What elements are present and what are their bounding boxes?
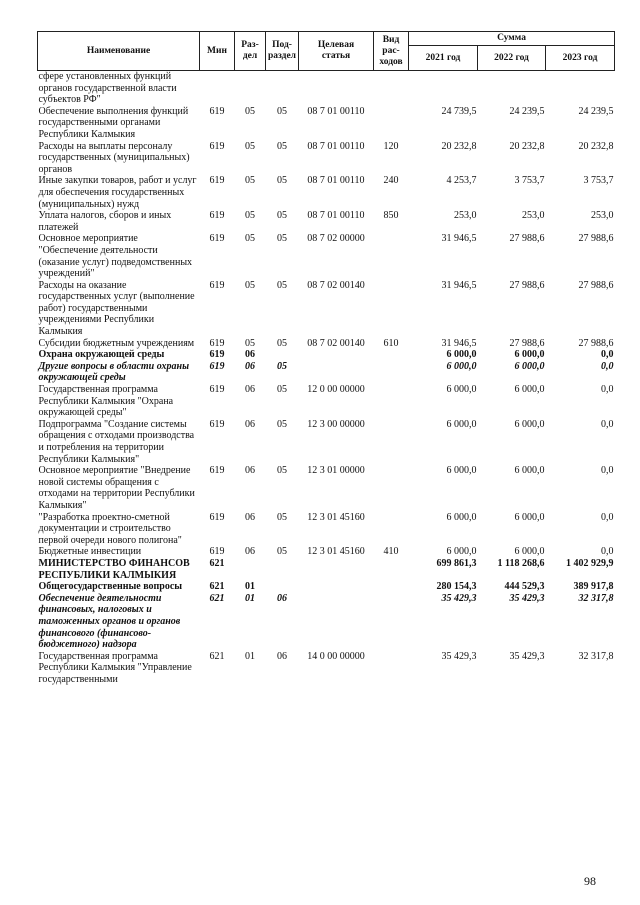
table-row — [38, 512, 615, 547]
row-razdel: 06 — [245, 418, 255, 430]
table-row — [38, 141, 615, 176]
row-amount-2021: 31 946,5 — [441, 233, 477, 245]
row-amount-2023: 20 232,8 — [578, 140, 614, 152]
row-amount-2022: 6 000,0 — [514, 384, 545, 396]
row-name: Обеспечение выполнения функций государственными органами Республики Калмыкия — [38, 105, 189, 140]
row-min: 619 — [209, 337, 225, 349]
header-year-2021: 2021 год — [409, 46, 478, 71]
row-article: 08 7 01 00110 — [307, 140, 365, 152]
row-podrazdel: 05 — [277, 210, 287, 222]
page-number: 98 — [584, 874, 596, 888]
row-amount-2022: 6 000,0 — [514, 511, 545, 523]
row-podrazdel — [266, 558, 299, 581]
row-min: 621 — [209, 557, 225, 569]
row-razdel: 06 — [245, 465, 255, 477]
row-article: 12 0 00 00000 — [307, 384, 365, 396]
row-amount-2022: 253,0 — [522, 210, 545, 222]
row-name: Государственная программа Республики Калмыкия "Охрана окружающей среды" — [38, 384, 174, 419]
row-podrazdel: 05 — [277, 105, 287, 117]
row-amount-2021: 6 000,0 — [446, 384, 477, 396]
row-podrazdel: 05 — [277, 360, 287, 372]
row-razdel: 05 — [245, 279, 255, 291]
row-amount-2021: 6 000,0 — [446, 511, 477, 523]
row-razdel — [235, 71, 266, 106]
row-amount-2021: 253,0 — [454, 210, 477, 222]
row-article — [299, 593, 374, 651]
row-razdel: 06 — [245, 360, 255, 372]
row-amount-2023: 32 317,8 — [578, 650, 614, 662]
table-row — [38, 593, 615, 651]
row-razdel — [235, 558, 266, 581]
row-article — [299, 361, 374, 384]
header-podrazdel: Под- раздел — [266, 32, 299, 71]
table-row — [38, 338, 615, 350]
row-amount-2023: 27 988,6 — [578, 279, 614, 291]
row-amount-2021: 6 000,0 — [446, 465, 477, 477]
row-article: 08 7 02 00140 — [307, 337, 365, 349]
row-name: Охрана окружающей среды — [38, 349, 165, 361]
table-row — [38, 651, 615, 686]
row-amount-2023 — [546, 71, 615, 106]
row-amount-2022 — [478, 71, 546, 106]
row-article: 08 7 02 00000 — [307, 233, 365, 245]
row-name: МИНИСТЕРСТВО ФИНАНСОВ РЕСПУБЛИКИ КАЛМЫКИЯ — [38, 557, 190, 581]
row-min: 619 — [209, 511, 225, 523]
header-article: Целевая статья — [299, 32, 374, 71]
row-amount-2021: 20 232,8 — [441, 140, 477, 152]
row-podrazdel: 05 — [277, 511, 287, 523]
row-amount-2023: 0,0 — [601, 511, 614, 523]
row-vid — [374, 361, 409, 384]
row-amount-2021: 35 429,3 — [441, 592, 477, 604]
header-razdel: Раз- дел — [235, 32, 266, 71]
row-amount-2022: 27 988,6 — [509, 233, 545, 245]
row-razdel: 05 — [245, 337, 255, 349]
row-name: Подпрограмма "Создание системы обращения с отходами производства и потребления на территории Республики Калмыкия" — [38, 418, 195, 465]
row-razdel: 06 — [245, 511, 255, 523]
row-razdel: 01 — [245, 650, 255, 662]
row-podrazdel: 05 — [277, 546, 287, 558]
table-row — [38, 419, 615, 465]
row-article — [299, 581, 374, 593]
row-min: 621 — [209, 581, 225, 593]
row-amount-2023: 0,0 — [601, 384, 614, 396]
row-name: сфере установленных функций органов государственной власти субъектов РФ" — [38, 71, 177, 106]
row-amount-2021: 24 739,5 — [441, 105, 477, 117]
table-row — [38, 210, 615, 233]
row-podrazdel — [266, 581, 299, 593]
row-vid — [374, 384, 409, 419]
row-razdel: 05 — [245, 175, 255, 187]
row-amount-2022: 3 753,7 — [514, 175, 545, 187]
row-amount-2023: 389 917,8 — [573, 581, 614, 593]
header-vid: Вид рас- ходов — [374, 32, 409, 71]
row-min: 619 — [209, 546, 225, 558]
row-min: 619 — [209, 210, 225, 222]
header-summa: Сумма — [409, 32, 615, 46]
row-name: Основное мероприятие "Внедрение новой системы обращения с отходами на территории Республики Калмыкия" — [38, 465, 195, 511]
row-article: 12 3 01 00000 — [307, 465, 365, 477]
budget-table — [37, 31, 615, 685]
row-amount-2021: 6 000,0 — [446, 360, 477, 372]
table-row — [38, 233, 615, 279]
table-row — [38, 384, 615, 419]
row-amount-2021: 31 946,5 — [441, 279, 477, 291]
row-amount-2021: 699 861,3 — [436, 557, 477, 569]
row-amount-2023: 0,0 — [601, 546, 614, 558]
row-min: 619 — [209, 279, 225, 291]
row-vid — [374, 280, 409, 338]
table-row — [38, 175, 615, 210]
row-min: 621 — [209, 650, 225, 662]
row-min: 621 — [209, 592, 225, 604]
row-name: Другие вопросы в области охраны окружающей среды — [38, 360, 190, 384]
row-name: Расходы на выплаты персоналу государственных (муниципальных) органов — [38, 140, 190, 175]
row-amount-2022: 27 988,6 — [509, 279, 545, 291]
row-amount-2023: 27 988,6 — [578, 337, 614, 349]
row-name: Субсидии бюджетным учреждениям — [38, 337, 195, 349]
row-article — [299, 349, 374, 361]
row-amount-2021 — [409, 71, 478, 106]
row-min: 619 — [209, 140, 225, 152]
row-amount-2022: 444 529,3 — [504, 581, 545, 593]
row-article — [299, 558, 374, 581]
row-min: 619 — [209, 105, 225, 117]
row-vid — [374, 106, 409, 141]
row-vid — [374, 593, 409, 651]
row-article: 12 3 01 45160 — [307, 546, 365, 558]
row-vid: 120 — [383, 140, 399, 152]
row-amount-2023: 3 753,7 — [583, 175, 614, 187]
row-razdel: 05 — [245, 233, 255, 245]
row-podrazdel: 05 — [277, 465, 287, 477]
row-amount-2022: 20 232,8 — [509, 140, 545, 152]
row-amount-2022: 6 000,0 — [514, 360, 545, 372]
row-article — [299, 71, 374, 106]
table-row — [38, 71, 615, 106]
row-article: 12 3 00 00000 — [307, 418, 365, 430]
row-article: 14 0 00 00000 — [307, 650, 365, 662]
row-podrazdel — [266, 349, 299, 361]
row-vid — [374, 465, 409, 511]
row-amount-2021: 6 000,0 — [446, 418, 477, 430]
row-vid — [374, 651, 409, 686]
row-article: 08 7 02 00140 — [307, 279, 365, 291]
row-min: 619 — [209, 465, 225, 477]
row-amount-2023: 0,0 — [601, 418, 614, 430]
row-amount-2022: 35 429,3 — [509, 592, 545, 604]
row-vid — [374, 419, 409, 465]
row-podrazdel: 05 — [277, 233, 287, 245]
row-vid — [374, 349, 409, 361]
row-vid — [374, 71, 409, 106]
row-vid — [374, 581, 409, 593]
row-amount-2021: 6 000,0 — [446, 546, 477, 558]
row-amount-2022: 35 429,3 — [509, 650, 545, 662]
row-razdel: 01 — [245, 581, 255, 593]
row-amount-2022: 24 239,5 — [509, 105, 545, 117]
row-razdel: 06 — [245, 384, 255, 396]
row-article: 08 7 01 00110 — [307, 210, 365, 222]
row-article: 12 3 01 45160 — [307, 511, 365, 523]
row-podrazdel: 05 — [277, 279, 287, 291]
row-amount-2021: 4 253,7 — [446, 175, 477, 187]
row-name: Расходы на оказание государственных услуг (выполнение работ) государственными учреждениями Республики Калмыкия — [38, 279, 195, 338]
row-amount-2023: 24 239,5 — [578, 105, 614, 117]
row-min — [200, 71, 235, 106]
row-vid — [374, 512, 409, 547]
row-razdel: 05 — [245, 140, 255, 152]
row-amount-2023: 253,0 — [591, 210, 614, 222]
row-name: Общегосударственные вопросы — [38, 581, 183, 593]
row-razdel: 05 — [245, 210, 255, 222]
header-year-2023: 2023 год — [546, 46, 615, 71]
row-amount-2022: 6 000,0 — [514, 546, 545, 558]
row-amount-2021: 31 946,5 — [441, 337, 477, 349]
row-razdel: 06 — [245, 546, 255, 558]
table-row — [38, 361, 615, 384]
header-name: Наименование — [38, 32, 200, 71]
row-min: 619 — [209, 349, 225, 361]
row-amount-2023: 0,0 — [601, 465, 614, 477]
row-article: 08 7 01 00110 — [307, 175, 365, 187]
table-row — [38, 465, 615, 511]
row-name: Иные закупки товаров, работ и услуг для обеспечения государственных (муниципальных) нужд — [38, 175, 197, 210]
header-min: Мин — [200, 32, 235, 71]
row-amount-2022: 6 000,0 — [514, 349, 545, 361]
row-razdel: 01 — [245, 592, 255, 604]
row-vid: 240 — [383, 175, 399, 187]
table-row — [38, 558, 615, 581]
header-year-2022: 2022 год — [478, 46, 546, 71]
row-min: 619 — [209, 175, 225, 187]
row-podrazdel: 05 — [277, 140, 287, 152]
row-min: 619 — [209, 233, 225, 245]
row-min: 619 — [209, 418, 225, 430]
row-vid — [374, 558, 409, 581]
row-amount-2022: 27 988,6 — [509, 337, 545, 349]
row-name: Обеспечение деятельности финансовых, налоговых и таможенных органов и органов финансового (финансово-бюджетного) надзора — [38, 592, 181, 651]
row-razdel: 05 — [245, 105, 255, 117]
row-amount-2023: 0,0 — [601, 360, 614, 372]
row-vid: 850 — [383, 210, 399, 222]
row-podrazdel: 05 — [277, 175, 287, 187]
row-amount-2023: 1 402 929,9 — [566, 557, 614, 569]
row-amount-2021: 35 429,3 — [441, 650, 477, 662]
row-vid: 610 — [383, 337, 399, 349]
row-min: 619 — [209, 384, 225, 396]
table-row — [38, 581, 615, 593]
row-podrazdel: 05 — [277, 384, 287, 396]
row-name: Бюджетные инвестиции — [38, 546, 142, 558]
row-name: Уплата налогов, сборов и иных платежей — [38, 210, 172, 233]
row-amount-2021: 6 000,0 — [446, 349, 477, 361]
row-article: 08 7 01 00110 — [307, 105, 365, 117]
row-podrazdel: 05 — [277, 337, 287, 349]
row-podrazdel: 06 — [277, 650, 287, 662]
row-razdel: 06 — [245, 349, 255, 361]
row-vid — [374, 233, 409, 279]
row-name: Государственная программа Республики Калмыкия "Управление государственными — [38, 650, 192, 685]
row-name: "Разработка проектно-сметной документации и строительство первой очереди нового полигона" — [38, 511, 182, 546]
row-vid: 410 — [383, 546, 399, 558]
row-amount-2023: 32 317,8 — [578, 592, 614, 604]
row-amount-2022: 6 000,0 — [514, 465, 545, 477]
row-podrazdel: 06 — [277, 592, 287, 604]
table-row — [38, 349, 615, 361]
row-amount-2022: 6 000,0 — [514, 418, 545, 430]
row-amount-2021: 280 154,3 — [436, 581, 477, 593]
row-name: Основное мероприятие "Обеспечение деятельности (оказание услуг) подведомственных учреждений" — [38, 233, 193, 280]
table-row — [38, 280, 615, 338]
row-amount-2022: 1 118 268,6 — [497, 557, 545, 569]
table-row — [38, 546, 615, 558]
row-amount-2023: 0,0 — [601, 349, 614, 361]
table-row — [38, 106, 615, 141]
row-min: 619 — [209, 360, 225, 372]
row-podrazdel — [266, 71, 299, 106]
row-podrazdel: 05 — [277, 418, 287, 430]
row-amount-2023: 27 988,6 — [578, 233, 614, 245]
